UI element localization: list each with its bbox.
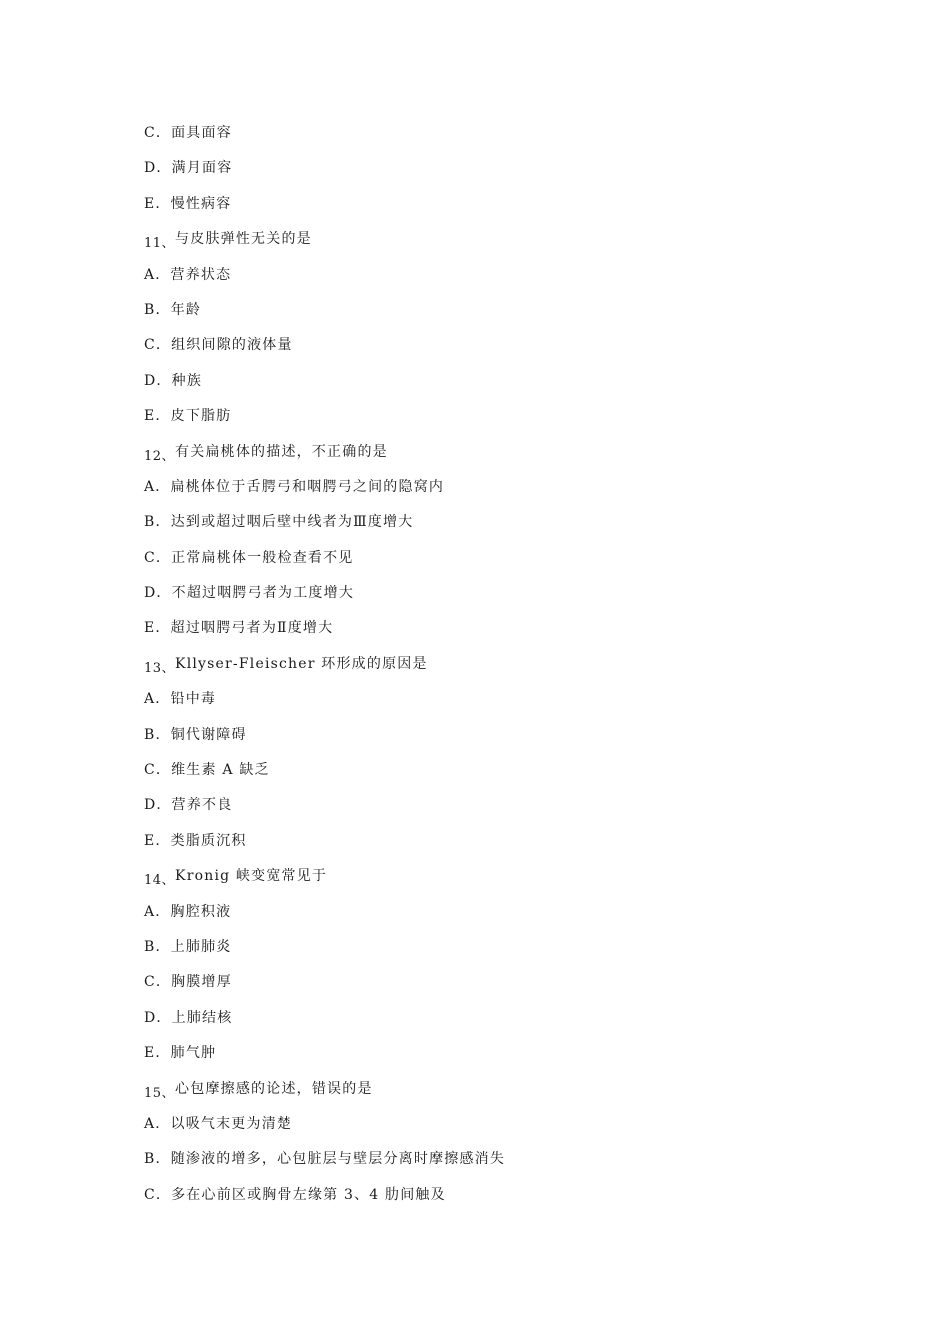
- option-text: E．肺气肿: [144, 1045, 217, 1062]
- answer-option: [144, 725, 844, 760]
- option-text: C．维生素 A 缺乏: [144, 762, 270, 779]
- question-line: [144, 442, 844, 477]
- option-text: D．满月面容: [144, 160, 233, 177]
- answer-option: [144, 618, 844, 653]
- option-text: E．皮下脂肪: [144, 408, 232, 425]
- answer-option: [144, 937, 844, 972]
- option-text: C．面具面容: [144, 125, 232, 141]
- question-line: [144, 866, 844, 901]
- option-text: B．年龄: [144, 301, 202, 318]
- option-text: C．胸膜增厚: [144, 974, 232, 991]
- answer-option: [144, 406, 844, 441]
- answer-option: [144, 548, 844, 583]
- question-number: 11、: [144, 236, 176, 252]
- option-text: C．正常扁桃体一般检查看不见: [144, 549, 354, 566]
- option-text: E．超过咽腭弓者为Ⅱ度增大: [144, 620, 334, 637]
- answer-option: [144, 1043, 844, 1078]
- option-text: E．慢性病容: [144, 195, 232, 212]
- question-list: [144, 123, 844, 1220]
- answer-option: [144, 194, 844, 229]
- question-line: [144, 229, 844, 264]
- answer-option: [144, 1149, 844, 1184]
- option-text: B．铜代谢障碍: [144, 726, 247, 743]
- question-number: 13、: [144, 660, 176, 676]
- answer-option: [144, 1114, 844, 1149]
- answer-option: [144, 1185, 844, 1220]
- option-text: B．达到或超过咽后壁中线者为Ⅲ度增大: [144, 514, 414, 531]
- question-number: 15、: [144, 1085, 176, 1101]
- option-text: D．上肺结核: [144, 1009, 233, 1026]
- answer-option: [144, 902, 844, 937]
- answer-option: [144, 760, 844, 795]
- option-text: C．多在心前区或胸骨左缘第 3、4 肋间触及: [144, 1186, 446, 1203]
- question-number: 12、: [144, 448, 176, 464]
- option-text: D．不超过咽腭弓者为工度增大: [144, 585, 355, 602]
- answer-option: [144, 123, 844, 158]
- answer-option: [144, 1008, 844, 1043]
- option-text: C．组织间隙的液体量: [144, 337, 293, 354]
- question-text: 心包摩擦感的论述，错误的是: [175, 1080, 373, 1097]
- question-text: 有关扁桃体的描述，不正确的是: [175, 443, 388, 460]
- option-text: D．营养不良: [144, 797, 233, 814]
- answer-option: [144, 300, 844, 335]
- answer-option: [144, 265, 844, 300]
- option-text: B．随渗液的增多，心包脏层与壁层分离时摩擦感消失: [144, 1151, 506, 1168]
- answer-option: [144, 512, 844, 547]
- option-text: A．铅中毒: [144, 691, 217, 708]
- answer-option: [144, 831, 844, 866]
- option-text: A．胸腔积液: [144, 903, 232, 920]
- answer-option: [144, 371, 844, 406]
- question-text: Kronig 峡变宽常见于: [175, 868, 328, 885]
- question-line: [144, 1079, 844, 1114]
- answer-option: [144, 795, 844, 830]
- answer-option: [144, 972, 844, 1007]
- answer-option: [144, 689, 844, 724]
- answer-option: [144, 477, 844, 512]
- answer-option: [144, 158, 844, 193]
- answer-option: [144, 335, 844, 370]
- question-line: [144, 654, 844, 689]
- answer-option: [144, 583, 844, 618]
- question-text: 与皮肤弹性无关的是: [175, 231, 312, 248]
- option-text: A．以吸气末更为清楚: [144, 1115, 293, 1132]
- option-text: A．扁桃体位于舌腭弓和咽腭弓之间的隐窝内: [144, 478, 445, 495]
- option-text: D．种族: [144, 372, 203, 389]
- option-text: B．上肺肺炎: [144, 938, 232, 955]
- option-text: E．类脂质沉积: [144, 832, 247, 849]
- question-number: 14、: [144, 873, 176, 889]
- option-text: A．营养状态: [144, 266, 232, 283]
- question-text: Kllyser-Fleischer 环形成的原因是: [175, 655, 428, 672]
